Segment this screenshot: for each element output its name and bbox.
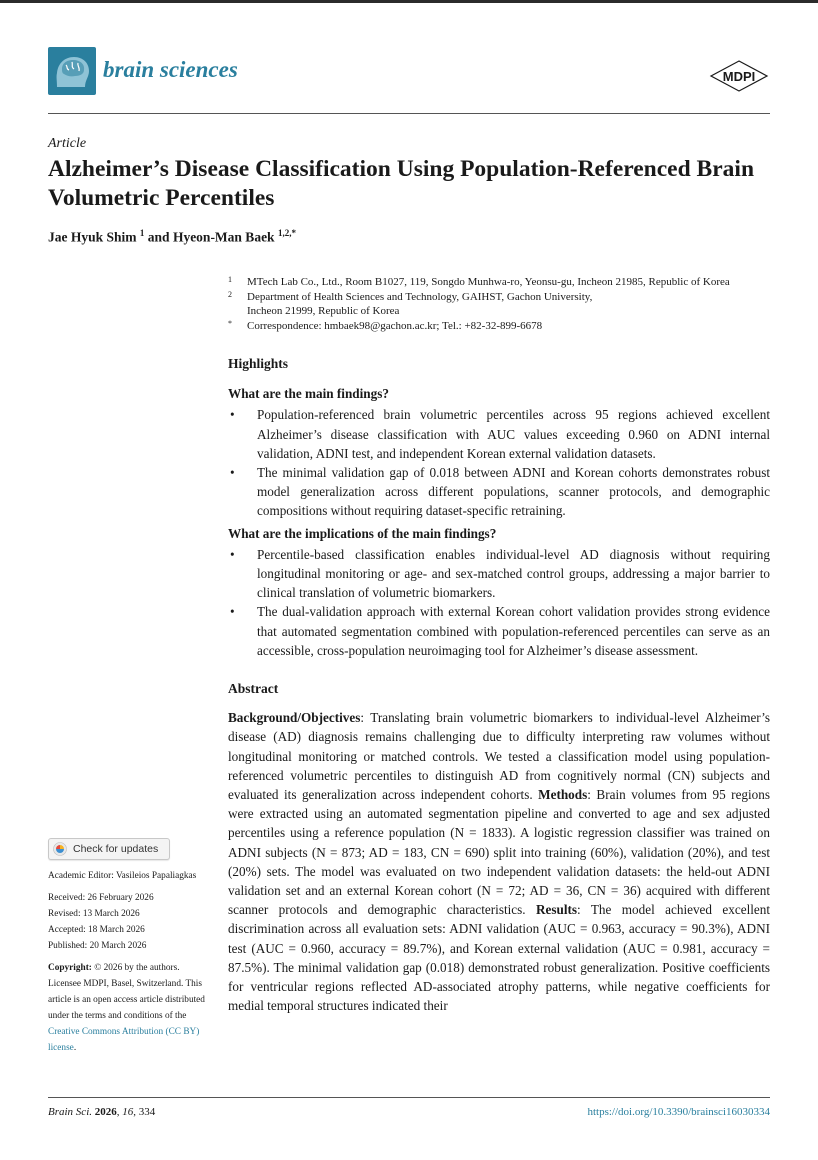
check-updates-icon	[53, 842, 67, 856]
affiliation-mark: 1	[228, 275, 232, 284]
author-affiliation-mark: 1,2,*	[277, 228, 296, 238]
journal-abbrev: Brain Sci.	[48, 1106, 92, 1118]
author-name[interactable]: Hyeon-Man Baek	[172, 229, 275, 245]
footer-rule	[48, 1097, 770, 1098]
date-published: Published: 20 March 2026	[48, 941, 147, 951]
copyright-notice	[48, 960, 208, 1056]
bullet-icon: •	[230, 407, 235, 423]
abstract-text-background: : Translating brain volumetric biomarkers to individual-level Alzheimer’s disease (AD) diagnosis remains challenging due to difficulty interpreting raw volumes without longitudinal monitoring or matched controls. We tested a classification model using population-referenced volumetric percentiles to distinguish AD from cognitively normal (CN) subjects and evaluated its generalization across independent cohorts.	[228, 710, 770, 803]
article-type: Article	[48, 136, 87, 151]
implication-item	[228, 602, 770, 660]
affiliation-mark: 2	[228, 289, 232, 299]
header-rule	[48, 113, 770, 114]
license-link[interactable]: Creative Commons Attribution (CC BY) license	[48, 1027, 200, 1053]
author-connector: and	[144, 229, 173, 245]
author-list	[48, 228, 296, 246]
doi-container	[568, 1106, 770, 1118]
citation-volume: 16	[122, 1106, 134, 1118]
abstract-text-methods: : Brain volumes from 95 regions were extracted using an automated segmentation pipeline and converted to age and sex adjusted percentiles using a reference population (N = 1833). A logistic regression classifier was trained on ADNI subjects (N = 873; AD = 183, CN = 690) split into training (60%), validation (20%), and test (20%) sets. The model was evaluated on two independent validation datasets: the held-out ADNI validation set and an external Korean cohort (N = 72; AD = 36, CN = 36) acquired with different scanner protocols and demographic characteristics.	[228, 787, 771, 918]
sidebar	[48, 838, 208, 1056]
abstract-text-results: : The model achieved excellent discrimination across all evaluation sets: ADNI validation (AUC = 0.963, accuracy = 90.3%), ADNI test (AUC = 0.960, accuracy = 89.7%), and Korean external validation (AUC = 0.981, accuracy = 87.5%). The minimal validation gap (0.018) demonstrated robust generalization. Positive coefficients for ventricular regions reflected AD-associated atrophy patterns, while negative coefficients for medial temporal structures indicated their	[228, 902, 771, 1014]
mdpi-logo[interactable]	[709, 60, 769, 92]
affiliation-item	[228, 319, 773, 334]
doi-link[interactable]: https://doi.org/10.3390/brainsci16030334	[587, 1106, 770, 1118]
findings-heading: What are the main findings?	[228, 386, 389, 402]
journal-logo	[48, 47, 96, 95]
citation-year: 2026	[94, 1106, 117, 1118]
finding-item	[228, 463, 770, 521]
brain-head-icon	[48, 47, 96, 95]
bullet-icon: •	[230, 465, 235, 481]
main-column	[228, 354, 770, 1016]
copyright-end: .	[73, 1043, 77, 1053]
implication-item	[228, 545, 770, 603]
finding-text: The minimal validation gap of 0.018 between ADNI and Korean cohorts demonstrates robust model generalization across different populations, scanner protocols, and demographic compositions without requiring dataset-specific retraining.	[257, 465, 770, 519]
citation: Brain Sci. 2026, 16, 334	[48, 1106, 156, 1118]
mdpi-wordmark: MDPI	[722, 69, 756, 84]
abstract-body	[228, 708, 770, 1015]
bullet-icon: •	[230, 546, 235, 562]
implications-heading: What are the implications of the main findings?	[228, 525, 497, 541]
check-updates-label: Check for updates	[73, 843, 159, 855]
correspondence-text: Correspondence: hmbaek98@gachon.ac.kr; Tel.: +82-32-899-6678	[247, 319, 543, 332]
citation-page: 334	[138, 1106, 156, 1118]
copyright-text: © 2026 by the authors. Licensee MDPI, Basel, Switzerland. This article is an open access article distributed under the terms and conditions of the	[48, 963, 205, 1021]
abstract-label-results: Results	[536, 902, 578, 918]
check-for-updates-button[interactable]	[48, 838, 170, 860]
article-title: Alzheimer’s Disease Classification Using Population-Referenced Brain Volumetric Percentiles	[48, 156, 755, 211]
journal-name[interactable]: brain sciences	[103, 57, 238, 82]
affiliation-mark: *	[228, 318, 232, 328]
finding-text: Population-referenced brain volumetric percentiles across 95 regions achieved excellent Alzheimer’s disease classification with AUC values exceeding 0.960 on ADNI internal validation, ADNI test, and independent Korean external validation datasets.	[257, 407, 770, 461]
finding-item	[228, 405, 770, 463]
date-accepted: Accepted: 18 March 2026	[48, 925, 145, 935]
abstract-heading: Abstract	[228, 681, 279, 697]
top-border	[0, 0, 818, 3]
copyright-label: Copyright:	[48, 963, 92, 973]
affiliation-text: Department of Health Sciences and Technology, GAIHST, Gachon University,	[247, 290, 593, 303]
date-received: Received: 26 February 2026	[48, 893, 154, 903]
bullet-icon: •	[230, 604, 235, 620]
academic-editor: Academic Editor: Vasileios Papaliagkas	[48, 871, 197, 881]
abstract-label-methods: Methods	[538, 787, 588, 803]
author-name[interactable]: Jae Hyuk Shim	[48, 229, 137, 245]
author-affiliation-mark: 1	[139, 228, 145, 238]
affiliation-item	[228, 290, 773, 319]
implication-text: Percentile-based classification enables individual-level AD diagnosis without requiring longitudinal monitoring or age- and sex-matched control groups, addressing a major barrier to clinical translation of volumetric biomarkers.	[257, 546, 770, 601]
affiliation-text: Incheon 21999, Republic of Korea	[247, 305, 400, 317]
highlights-heading: Highlights	[228, 356, 289, 371]
abstract-label-background: Background/Objectives	[228, 710, 361, 726]
date-revised: Revised: 13 March 2026	[48, 909, 140, 919]
implication-text: The dual-validation approach with external Korean cohort validation provides strong evidence that automated segmentation combined with population-referenced percentiles can serve as an accessible, cross-population neuroimaging tool for Alzheimer’s disease assessment.	[257, 604, 770, 658]
affiliations	[228, 275, 773, 333]
affiliation-item	[228, 275, 773, 290]
affiliation-text: MTech Lab Co., Ltd., Room B1027, 119, Songdo Munhwa-ro, Yeonsu-gu, Incheon 21985, Republic of Korea	[247, 276, 730, 288]
